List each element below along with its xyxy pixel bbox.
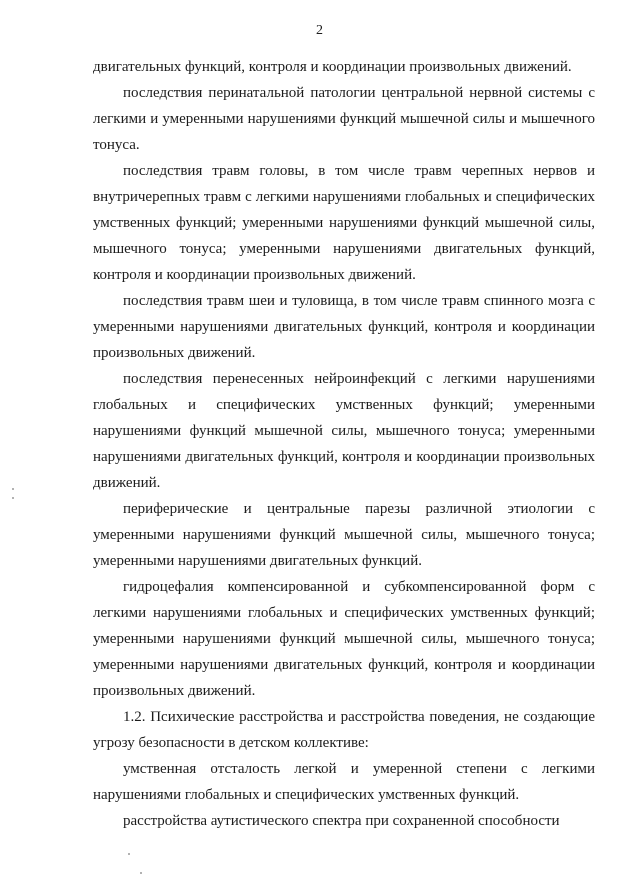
section-heading-1-2: 1.2. Психические расстройства и расстройства поведения, не создающие угрозу безопасности в детском коллективе: — [93, 709, 595, 751]
paragraph-autism-spectrum: расстройства аутистического спектра при сохраненной способности — [123, 813, 560, 829]
body-text — [93, 54, 595, 834]
scan-speck — [128, 853, 130, 855]
page-number: 2 — [316, 23, 323, 38]
paragraph-paresis: периферические и центральные парезы различной этиологии с умеренными нарушениями функций мышечной силы, мышечного тонуса; умеренными нарушениями двигательных функций. — [93, 501, 595, 569]
scan-speck — [12, 488, 14, 490]
paragraph-mental-retardation: умственная отсталость легкой и умеренной степени с легкими нарушениями глобальных и специфических умственных функций. — [93, 761, 595, 803]
paragraph-continuation: двигательных функций, контроля и координации произвольных движений. — [93, 59, 572, 75]
paragraph-perinatal-pathology: последствия перинатальной патологии центральной нервной системы с легкими и умеренными нарушениями функций мышечной силы и мышечного тонуса. — [93, 85, 595, 153]
scan-speck — [140, 872, 142, 874]
paragraph-neck-trunk-trauma: последствия травм шеи и туловища, в том числе травм спинного мозга с умеренными нарушениями двигательных функций, контроля и координации произвольных движений. — [93, 293, 595, 361]
paragraph-head-trauma: последствия травм головы, в том числе травм черепных нервов и внутричерепных травм с легкими нарушениями глобальных и специфических умственных функций; умеренными нарушениями функций мышечной силы, мышечного тонуса; умеренными нарушениями двигательных функций, контроля и координации произвольных движений. — [93, 163, 595, 283]
paragraph-neuroinfections: последствия перенесенных нейроинфекций с легкими нарушениями глобальных и специфических умственных функций; умеренными нарушениями функций мышечной силы, мышечного тонуса; умеренными нарушениями двигательных функций, контроля и координации произвольных движений. — [93, 371, 595, 491]
scan-speck — [12, 497, 14, 499]
paragraph-hydrocephalus: гидроцефалия компенсированной и субкомпенсированной форм с легкими нарушениями глобальных и специфических умственных функций; умеренными нарушениями функций мышечной силы, мышечного тонуса; умеренными нарушениями двигательных функций, контроля и координации произвольных движений. — [93, 579, 595, 699]
